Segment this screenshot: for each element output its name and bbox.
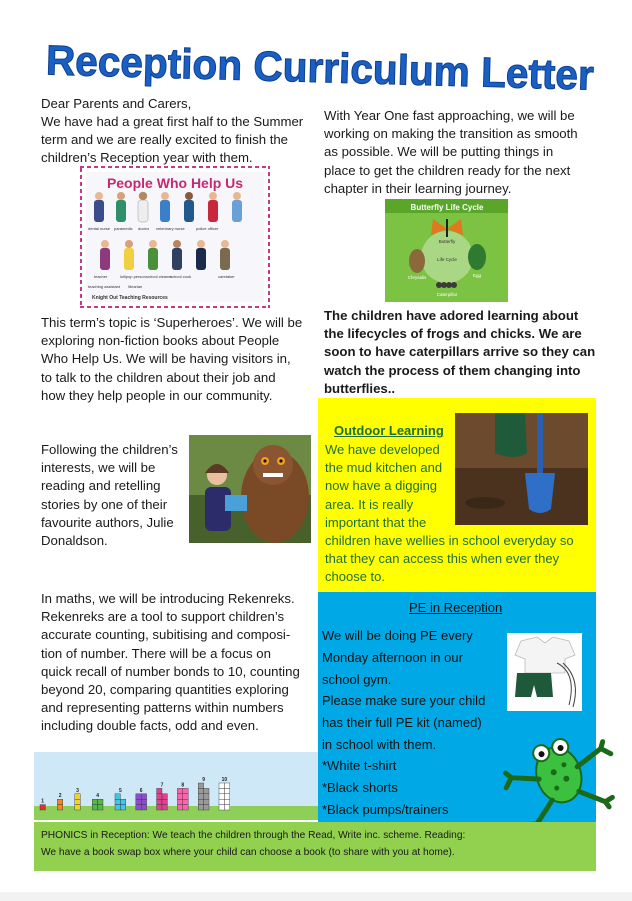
butterfly-label: Life Cycle xyxy=(437,257,457,262)
poster-label: lollipop person xyxy=(120,274,146,279)
maths-line: and representing patterns within numbers xyxy=(41,700,284,716)
outdoor-line: area. It is really xyxy=(325,496,414,512)
maths-line: beyond 20, comparing quantities exploring xyxy=(41,682,289,698)
pe-line: We will be doing PE every xyxy=(322,628,473,643)
author-reading-photo xyxy=(189,435,311,543)
maths-line: tion of number. There will be a focus on xyxy=(41,645,271,661)
intro-line: term and we are really excited to finish the xyxy=(41,132,289,148)
poster-label: police officer xyxy=(196,226,219,231)
phonics-line: We have a book swap box where your child can choose a book (to share with you at home). xyxy=(41,847,455,858)
pe-kit-photo xyxy=(507,633,582,711)
poster-label: caretaker xyxy=(218,274,235,279)
maths-line: including double facts, odd and even. xyxy=(41,718,259,734)
stories-line: favourite authors, Julie xyxy=(41,514,174,530)
outdoor-line: important that the xyxy=(325,514,427,530)
topic-line: to talk to the children about their job and xyxy=(41,369,276,385)
pe-line: in school with them. xyxy=(322,737,437,752)
numberblock-label: 2 xyxy=(58,793,62,800)
butterfly-label: Chrysalis xyxy=(407,275,427,280)
intro-paragraph xyxy=(41,113,303,168)
poster-title: People Who Help Us xyxy=(106,175,244,191)
page-title xyxy=(38,30,603,100)
stories-paragraph xyxy=(41,441,178,550)
numberblock-label: 9 xyxy=(202,777,205,783)
topic-line: how they help people in our community. xyxy=(41,387,273,403)
frog-clipart xyxy=(498,722,624,822)
outdoor-line: children have wellies in school everyday so xyxy=(325,533,574,549)
year-one-line: working on making the transition as smooth xyxy=(324,126,578,142)
outdoor-line: choose to. xyxy=(325,569,385,585)
lifecycles-paragraph xyxy=(324,307,595,398)
poster-label: veterinary nurse xyxy=(156,226,185,231)
intro-line: children’s Reception year with them. xyxy=(41,150,253,166)
numberblock-label: 10 xyxy=(221,777,228,783)
numberblock-label: 1 xyxy=(41,798,45,805)
butterfly-label: Caterpillar xyxy=(436,292,458,297)
maths-line: accurate counting, subitising and composi- xyxy=(41,627,291,643)
maths-line: Rekenreks are a tool to support children’s xyxy=(41,609,285,625)
pe-line: has their full PE kit (named) xyxy=(322,715,482,730)
topic-line: exploring non-fiction books about People xyxy=(41,333,280,349)
stories-line: Donaldson. xyxy=(41,533,108,549)
maths-line: quick recall of number bonds to 10, counting xyxy=(41,663,300,679)
outdoor-learning-heading: Outdoor Learning xyxy=(334,423,444,438)
stories-line: interests, we will be xyxy=(41,460,156,476)
topic-line: Who Help Us. We will be having visitors in, xyxy=(41,351,291,367)
topic-line: This term’s topic is ‘Superheroes’. We will be xyxy=(41,315,303,330)
pe-line: Please make sure your child xyxy=(322,693,486,708)
poster-label: teaching assistant xyxy=(88,284,121,289)
poster-label: school cleaner xyxy=(146,274,172,279)
intro-line: We have had a great first half to the Summer xyxy=(41,114,304,129)
pe-line: Monday afternoon in our xyxy=(322,650,463,665)
topic-paragraph xyxy=(41,314,302,405)
year-one-line: place to get the children ready for the next xyxy=(324,162,571,178)
year-one-paragraph xyxy=(324,107,578,198)
outdoor-line: that they can access this when ever they xyxy=(325,551,560,567)
butterfly-label: Butterfly xyxy=(438,239,456,244)
outdoor-line: the mud kitchen and xyxy=(325,460,443,476)
poster-label: librarian xyxy=(128,284,143,289)
poster-label: dental nurse xyxy=(88,226,111,231)
greeting: Dear Parents and Carers, xyxy=(41,96,192,111)
numberblocks-strip xyxy=(34,752,318,820)
pe-line: *Black pumps/trainers xyxy=(322,802,449,817)
butterfly-life-cycle-poster xyxy=(385,199,508,302)
lifecycles-line: soon to have caterpillars arrive so they can xyxy=(324,344,596,360)
stories-line: stories by one of their xyxy=(41,496,168,512)
butterfly-label: Egg xyxy=(472,273,482,278)
lifecycles-line: butterflies.. xyxy=(324,380,396,396)
poster-credit: Knight Out Teaching Resources xyxy=(92,295,168,301)
numberblock-label: 5 xyxy=(119,787,122,794)
phonics-text xyxy=(41,827,591,861)
year-one-line: chapter in their learning journey. xyxy=(324,180,512,196)
year-one-line: With Year One fast approaching, we will be xyxy=(324,108,575,123)
year-one-line: as possible. We will be putting things in xyxy=(324,144,554,160)
pe-line: *Black shorts xyxy=(322,780,398,795)
title-art xyxy=(38,30,603,100)
phonics-line: PHONICS in Reception: We teach the children through the Read, Write inc. scheme. Reading: xyxy=(41,830,466,841)
outdoor-line: now have a digging xyxy=(325,478,438,494)
lifecycles-line: The children have adored learning about xyxy=(324,308,579,323)
pe-line: *White t-shirt xyxy=(322,758,397,773)
maths-line: In maths, we will be introducing Rekenreks. xyxy=(41,591,295,606)
pe-line: school gym. xyxy=(322,672,392,687)
stories-line: Following the children’s xyxy=(41,442,178,457)
poster-label: school cook xyxy=(170,274,192,279)
numberblock-label: 8 xyxy=(181,782,185,789)
poster-label: doctor xyxy=(138,226,150,231)
maths-paragraph xyxy=(41,590,300,736)
poster-label: teacher xyxy=(94,274,108,279)
numberblock-label: 4 xyxy=(96,793,99,800)
lifecycles-line: watch the process of them changing into xyxy=(324,362,581,378)
numberblock-label: 6 xyxy=(139,787,143,794)
outdoor-line: We have developed xyxy=(325,442,440,457)
butterfly-poster-title: Butterfly Life Cycle xyxy=(410,203,484,212)
people-who-help-us-poster xyxy=(80,166,270,308)
poster-label: paramedic xyxy=(114,226,133,231)
numberblock-label: 7 xyxy=(160,782,164,789)
title-text: Reception Curriculum Letter xyxy=(45,36,603,100)
outdoor-learning-text xyxy=(325,441,591,587)
lifecycles-line: the lifecycles of frogs and chicks. We are xyxy=(324,326,582,342)
numberblock-label: 3 xyxy=(76,787,79,794)
stories-line: reading and retelling xyxy=(41,478,161,494)
pe-heading: PE in Reception xyxy=(409,600,503,615)
